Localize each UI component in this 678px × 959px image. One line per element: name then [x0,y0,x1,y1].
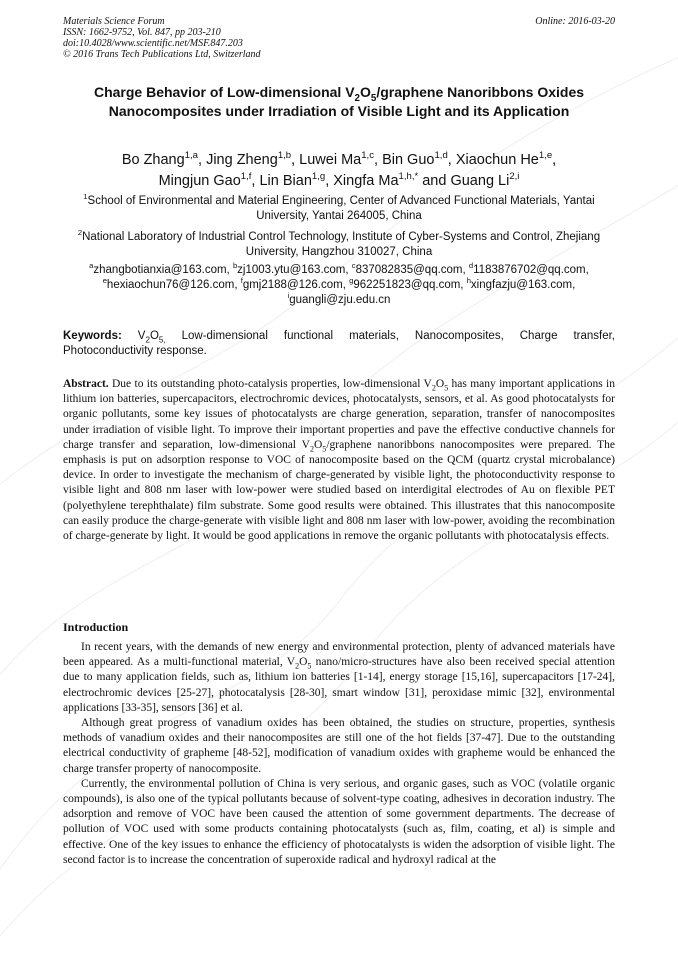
email[interactable]: $^e$hexiaochun76@126.com, [102,276,241,291]
author: Xingfa $Ma^{1,h,*}$ and [333,171,451,189]
email[interactable]: $^c$837082835@qq.com, [351,261,469,276]
email[interactable]: $^i$guangli@zju.edu.cn [287,291,391,306]
author: Guang Li$^{2,i}$ [450,171,520,189]
copyright-line: © 2016 Trans Tech Publications Ltd, Switzerland [63,49,261,60]
email[interactable]: $^d$1183876702@qq.com, [468,261,589,276]
doi-line: doi:10.4028/www.scientific.net/MSF.847.203 [63,38,243,49]
affiliation-2: $^2$National Laboratory of Industrial Control Technology, Institute of Cyber-Systems and Control, Zhejiang University, Hangzhou 310027, China [77,228,601,258]
paragraph: In recent years, with the demands of new energy and environmental protection, plenty of advanced materials have been appeared. As a multi-functional material, $V_2O_5$ nano/micro-structures have also been received special attention due to many application fields, such as, lithium ion batteries [1-14], energy storage [15,16], supercapacitors [17-24], electrochromic devices [25-27], photocatalysis [28-30], smart window [31], peroxidase mimic [32], environmental applications [33-35], sensors [36] et al. [63,641,615,714]
author: Xiaochun He$^{1,e}$, [455,150,557,168]
section-heading-introduction: Introduction [63,620,129,634]
abstract-label: Abstract. [63,378,109,390]
email[interactable]: $^h$xingfazju@163.com, [466,276,576,291]
paragraph: Although great progress of vanadium oxides has been obtained, the studies on structure, properties, synthesis methods of vanadium oxides and their nanocomposites are still one of the hot fields [37-47]. Due to the outstanding electrical conductivity of grapheme [48-52], modification of vanadium oxides with grapheme would be enhanced the charge transfer property of nanocomposite. [63,717,615,775]
email[interactable]: $^b$zj1003.ytu@163.com, [232,261,352,276]
author: Bo Zhang$^{1,a}$, [121,150,207,168]
author: Mingjun Gao$^{1,f}$, [158,171,260,189]
affiliation-1: $^1$School of Environmental and Material Engineering, Center of Advanced Functional Materials, Yantai University, Yantai 264005, China [83,192,595,222]
paper-title: Charge Behavior of Low-dimensional $V_2O_5$/graphene Nanoribbons Oxides Nanocomposites under Irradiation of Visible Light and its Application [93,84,585,119]
author: Jing Zheng$^{1,b}$, [206,150,300,168]
journal-name: Materials Science Forum [63,16,165,27]
paragraph: Currently, the environmental pollution of China is very serious, and organic gases, such as VOC (volatile organic compounds), is also one of the typical pollutants because of solvent-type coating, adhesives in decoration industry. The adsorption and remove of VOC have been caused the attention of some government departments. The decrease of pollution of VOC used with some products containing photocatalysts (such as, film, coating, et al) is simple and effective. One of the key issues to enhance the efficiency of photocatalysts is widen the adsorption of visible light. The second factor is to increase the concentration of superoxide radical and hydroxyl radical at the [63,777,615,866]
author: Bin Guo$^{1,d}$, [382,150,456,168]
email[interactable]: $^g$962251823@qq.com, [349,276,467,291]
introduction-body [63,640,615,868]
email[interactable]: $^a$zhangbotianxia@163.com, [89,261,233,276]
author: Luwei Ma$^{1,c}$, [299,150,383,168]
journal-header [63,16,261,60]
email-list [63,263,615,308]
author: Lin Bian$^{1,g}$, [259,171,334,189]
keywords: Keywords: $V_2O_{5,}$ Low-dimensional functional materials, Nanocomposites, Charge transfer, Photoconductivity response. [63,330,615,357]
email[interactable]: $^f$gmj2188@126.com, [240,276,350,291]
abstract: Abstract. Due to its outstanding photo-catalysis properties, low-dimensional $V_2O_5$ has many important applications in lithium ion batteries, supercapacitors, electrochromic devices, photocatalysts, sensors, et al. As good photocatalysts for organic pollutants, some key issues of photocatalysts are charge generation, separation, transfer of nanocomposites under irradiation of visible light. To improve their important properties and pave the effective conductive channels for charge transfer and separation, low-dimensional $V_2O_5$/graphene nanoribbons nanocomposites were prepared. The emphasis is put on adsorption response to VOC of nanocomposite based on the QCM (quartz crystal microbalance) device. In order to investigate the mechanism of charge-generated by visible light, the photoconductivity response to visible light and 808 nm laser with low-power were studied based on interdigital electrodes of Au on flexible PET (polyethylene terephthalate) film substrate. Some good results were obtained. This illustrates that this nanocomposite can easily produce the charge-generate with visible light and 808 nm laser with low-power, avoiding the recombination of charge-generate by light. It would be good applications in remove the organic pollutants with photocatalysis effects. [63,378,615,543]
issn-line: ISSN: 1662-9752, Vol. 847, pp 203-210 [63,27,221,38]
author-list [63,150,615,192]
online-date: Online: 2016-03-20 [535,16,615,27]
keywords-label: Keywords: [63,330,122,342]
